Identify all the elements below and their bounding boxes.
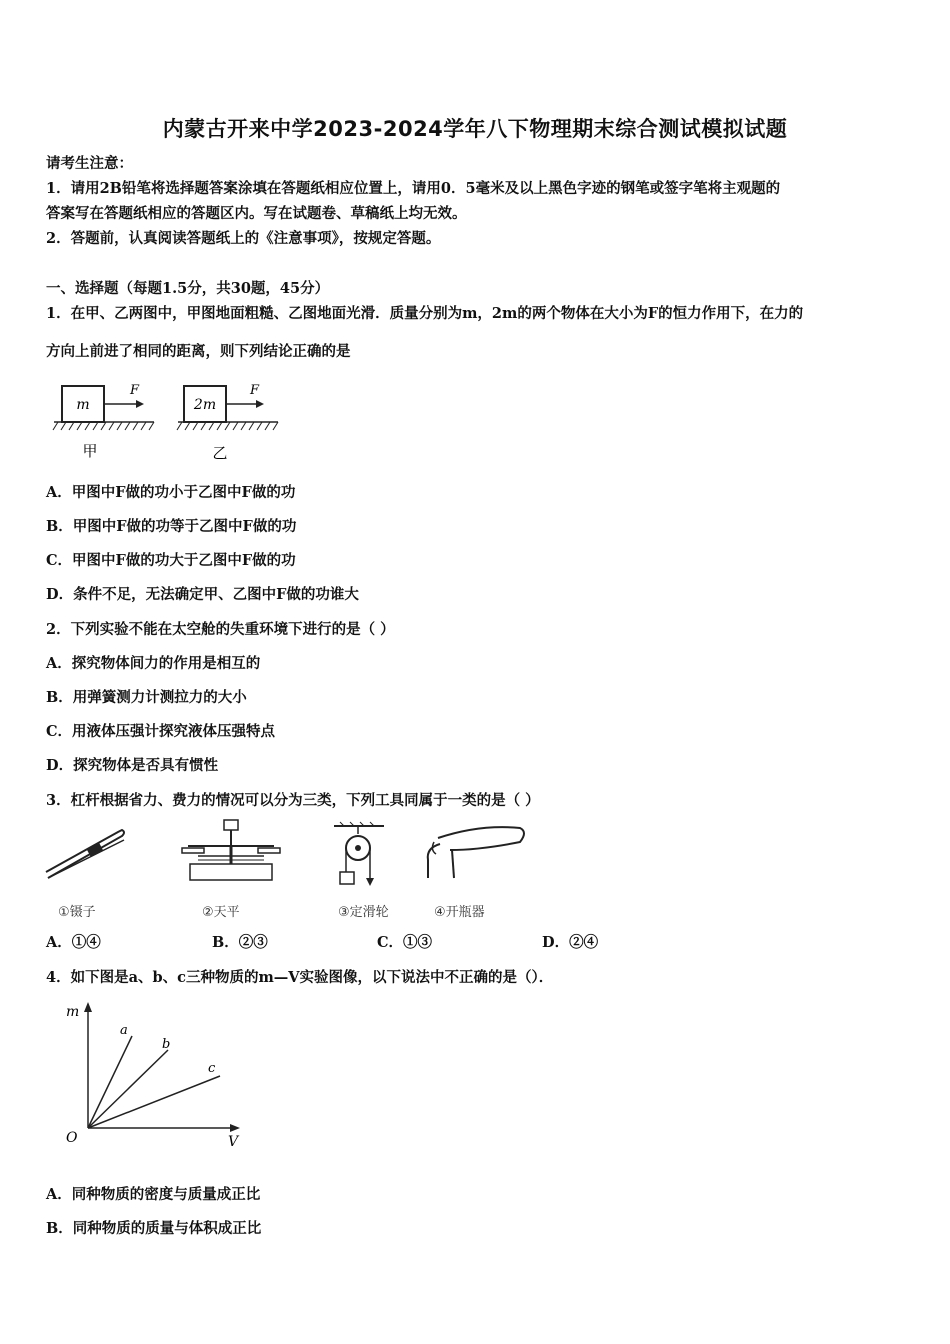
line-a-label: a: [120, 1023, 128, 1038]
bottle-opener-figure: [420, 820, 530, 884]
line-c-label: c: [208, 1061, 216, 1076]
force-arrowhead-b: [256, 400, 264, 408]
q2-option-c: C．用液体压强计探究液体压强特点: [46, 723, 276, 740]
q4-stem: 4．如下图是a、b、c三种物质的m—V实验图像，以下说法中不正确的是（）．: [46, 969, 554, 986]
force-arrowhead-a: [136, 400, 144, 408]
caption-bottle-opener: ④开瓶器: [434, 905, 485, 920]
y-axis-label: m: [66, 1004, 80, 1020]
figure-label-yi: 乙: [212, 444, 228, 462]
q2-option-d: D．探究物体是否具有惯性: [46, 757, 219, 774]
q3-option-d: D．②④: [542, 934, 599, 951]
q3-stem: 3．杠杆根据省力、费力的情况可以分为三类，下列工具同属于一类的是（ ）: [46, 792, 540, 809]
q3-option-c: C．①③: [377, 934, 433, 951]
y-axis-arrow: [84, 1002, 92, 1012]
q1-option-b: B．甲图中F做的功等于乙图中F做的功: [46, 518, 297, 535]
origin-label: O: [66, 1130, 78, 1146]
q2-option-b: B．用弹簧测力计测拉力的大小: [46, 689, 247, 706]
force-label-b: F: [250, 383, 260, 398]
line-c: [88, 1076, 220, 1128]
q3-option-a: A．①④: [46, 934, 101, 951]
caption-balance: ②天平: [202, 905, 240, 920]
x-axis-arrow: [230, 1124, 240, 1132]
q2-option-a: A．探究物体间力的作用是相互的: [46, 655, 261, 672]
q1-option-a: A．甲图中F做的功小于乙图中F做的功: [46, 484, 296, 501]
q1-figure: [50, 372, 290, 464]
fixed-pulley-figure: [330, 820, 390, 890]
balance-figure: [178, 818, 286, 886]
caption-pulley: ③定滑轮: [338, 905, 389, 920]
q1-stem-line-2: 方向上前进了相同的距离，则下列结论正确的是: [46, 343, 351, 360]
q4-option-b: B．同种物质的质量与体积成正比: [46, 1220, 262, 1237]
notice-heading: 请考生注意：: [46, 155, 133, 172]
ground-hatch-a: [53, 422, 154, 430]
x-axis-label: V: [228, 1134, 239, 1150]
block-m-label: m: [76, 397, 90, 413]
notice-item-1-line-2: 答案写在答题纸相应的答题区内。写在试题卷、草稿纸上均无效。: [46, 205, 467, 222]
m-v-graph: [60, 998, 250, 1150]
q1-option-d: D．条件不足，无法确定甲、乙图中F做的功谁大: [46, 586, 359, 603]
block-2m-label: 2m: [193, 397, 217, 413]
page-title: 内蒙古开来中学2023-2024学年八下物理期末综合测试模拟试题: [162, 117, 788, 141]
line-b-label: b: [162, 1037, 171, 1052]
figure-label-jia: 甲: [82, 442, 98, 460]
line-b: [88, 1050, 168, 1128]
q4-option-a: A．同种物质的密度与质量成正比: [46, 1186, 261, 1203]
notice-item-2: 2．答题前，认真阅读答题纸上的《注意事项》，按规定答题。: [46, 230, 441, 247]
section-heading: 一、选择题（每题1.5分，共30题，45分）: [46, 280, 330, 297]
q1-stem-line-1: 1．在甲、乙两图中，甲图地面粗糙、乙图地面光滑．质量分别为m，2m的两个物体在大小为F的恒力作用下，在力的: [46, 305, 804, 322]
line-a: [88, 1036, 132, 1128]
q3-option-b: B．②③: [212, 934, 268, 951]
force-label-a: F: [130, 383, 140, 398]
notice-item-1-line-1: 1．请用2B铅笔将选择题答案涂填在答题纸相应位置上，请用0．5毫米及以上黑色字迹的钢笔或签字笔将主观题的: [46, 180, 781, 197]
ground-hatch-b: [177, 422, 278, 430]
q1-option-c: C．甲图中F做的功大于乙图中F做的功: [46, 552, 296, 569]
tweezers-figure: [42, 822, 142, 886]
caption-tweezers: ①镊子: [58, 905, 96, 920]
q2-stem: 2．下列实验不能在太空舱的失重环境下进行的是（ ）: [46, 621, 395, 638]
